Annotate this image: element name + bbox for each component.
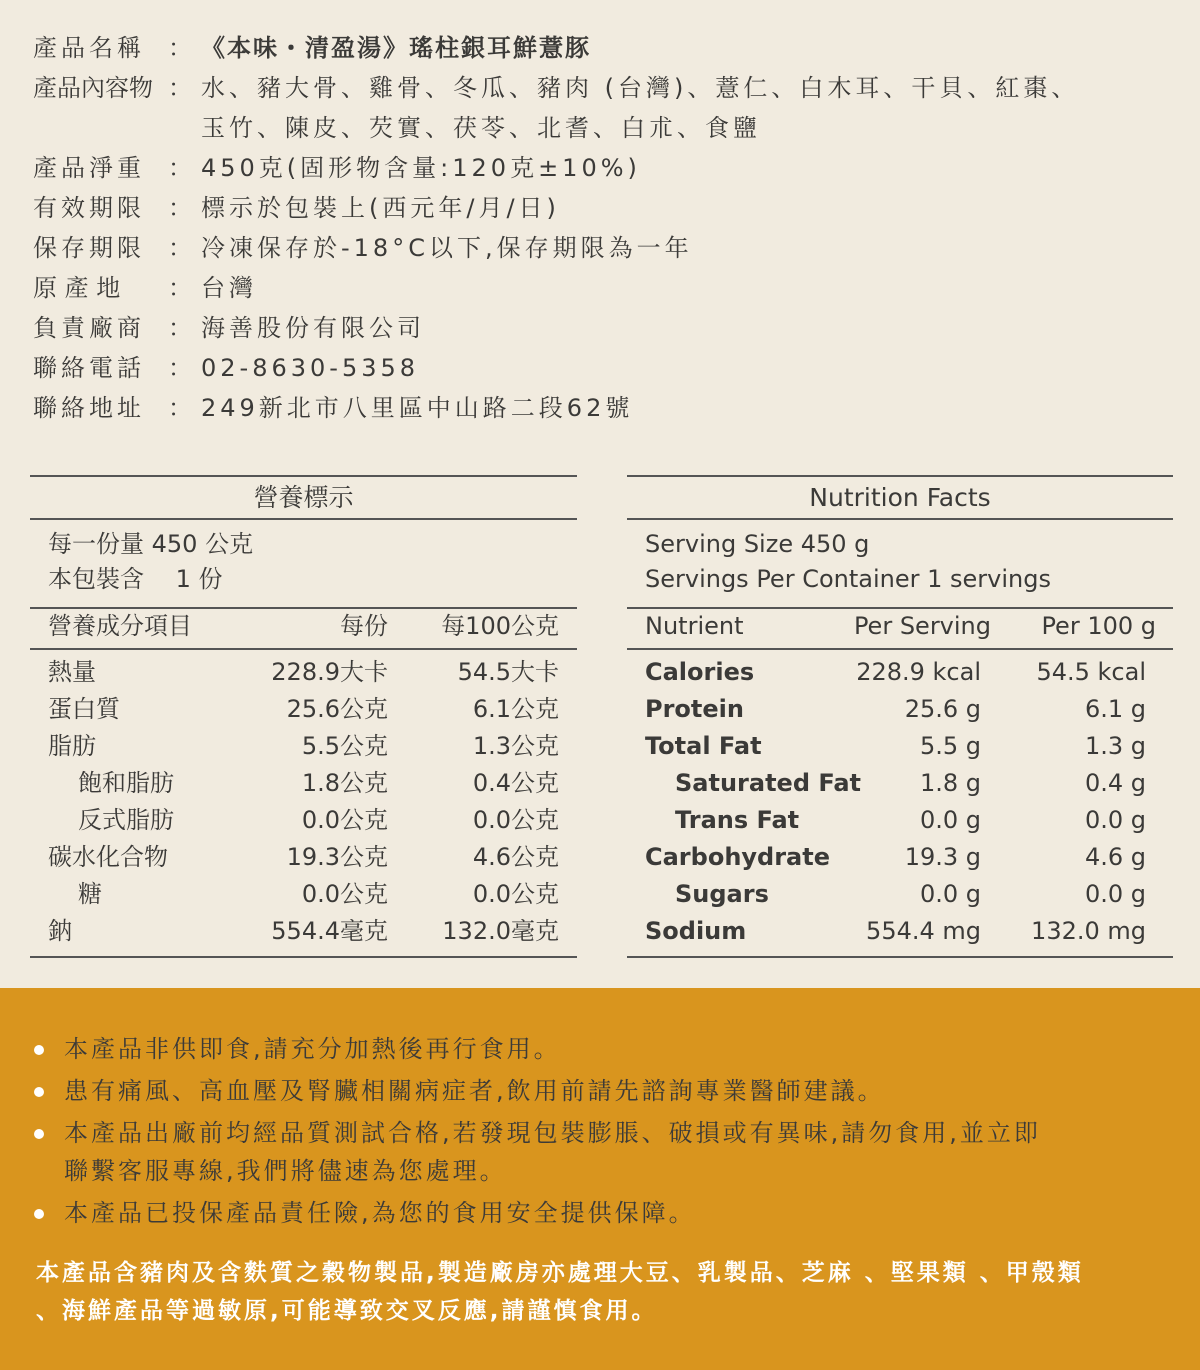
per-100-value: 0.4 g [1084,769,1146,797]
notes-list [32,1030,1182,1236]
header-nutrient: Nutrient [645,612,744,640]
per-serving-value: 25.6 g [904,695,981,723]
nutrient-name: Sugars [675,880,769,908]
info-row [33,148,1183,188]
per-100-value: 1.3 g [1084,732,1146,760]
info-value [201,268,1183,308]
note-item [32,1114,1182,1190]
header-per-100: 每100公克 [441,612,559,640]
table-title: Nutrition Facts [809,483,991,512]
note-line: 本產品已投保產品責任險,為您的食用安全提供保障。 [64,1199,696,1227]
info-colon: ： [168,314,196,342]
info-value-line: 玉竹、陳皮、芡實、茯苓、北耆、白朮、食鹽 [201,114,761,142]
nutrient-name: 蛋白質 [48,695,120,723]
nutrient-name: Calories [645,658,755,686]
info-value-line: 02-8630-5358 [201,354,420,382]
allergen-statement [36,1254,1176,1330]
info-colon: ： [168,34,196,62]
table-rule [30,475,577,477]
table-rule [627,648,1173,650]
nutrient-name: Trans Fat [675,806,800,834]
info-value-line: 冷凍保存於-18°C以下,保存期限為一年 [201,234,693,262]
allergen-line: 本產品含豬肉及含麩質之穀物製品,製造廠房亦處理大豆、乳製品、芝麻 、堅果類 、甲殼類 [36,1260,1084,1286]
nutrient-name: 糖 [78,880,102,908]
per-serving-value: 554.4 mg [866,917,981,945]
info-label: 產品淨重 [33,154,145,182]
per-100-value: 54.5大卡 [457,658,559,686]
table-rule [627,956,1173,958]
info-row [33,348,1183,388]
note-item [32,1072,1182,1110]
info-value [201,348,1183,388]
note-line: 本產品非供即食,請充分加熱後再行食用。 [64,1035,561,1063]
allergen-line: 、海鮮產品等過敏原,可能導致交叉反應,請謹慎食用。 [36,1298,658,1324]
per-100-value: 6.1公克 [472,695,559,723]
serving-size: 每一份量 450 公克 [48,530,254,558]
serving-size: Serving Size 450 g [645,530,870,558]
info-value-line: 標示於包裝上(西元年/月/日) [201,194,560,222]
table-rule [627,475,1173,477]
bullet-icon [34,1087,44,1097]
nutrient-name: 脂肪 [48,732,96,760]
info-row [33,68,1183,148]
nutrient-name: Total Fat [645,732,762,760]
nutrient-name: Protein [645,695,744,723]
per-serving-value: 0.0 g [919,880,981,908]
info-value-line: 水、豬大骨、雞骨、冬瓜、豬肉 (台灣)、薏仁、白木耳、干貝、紅棗、 [201,74,1080,102]
info-row [33,388,1183,428]
per-100-value: 4.6 g [1084,843,1146,871]
per-100-value: 1.3公克 [472,732,559,760]
per-100-value: 132.0 mg [1031,917,1146,945]
info-colon: ： [168,274,196,302]
info-value [201,28,1183,68]
per-serving-value: 228.9 kcal [856,658,981,686]
info-value-line: 450克(固形物含量:120克±10%) [201,154,641,182]
per-100-value: 4.6公克 [472,843,559,871]
nutrition-table-en [627,475,1173,958]
info-colon: ： [168,354,196,382]
nutrient-name: Saturated Fat [675,769,862,797]
per-serving-value: 1.8 g [919,769,981,797]
servings-per-container: Servings Per Container 1 servings [645,565,1051,593]
info-value [201,228,1183,268]
nutrient-name: 反式脂肪 [78,806,174,834]
header-per-100: Per 100 g [1041,612,1156,640]
note-line: 本產品出廠前均經品質測試合格,若發現包裝膨脹、破損或有異味,請勿食用,並立即 [64,1119,1041,1147]
header-per-serving: 每份 [340,612,388,640]
info-label: 聯絡地址 [33,394,145,422]
nutrient-name: Sodium [645,917,747,945]
info-value [201,308,1183,348]
note-item [32,1030,1182,1068]
nutrient-name: Carbohydrate [645,843,831,871]
per-100-value: 0.0 g [1084,806,1146,834]
info-row [33,228,1183,268]
per-serving-value: 5.5公克 [301,732,388,760]
per-serving-value: 0.0公克 [301,806,388,834]
per-100-value: 132.0毫克 [442,917,559,945]
per-serving-value: 5.5 g [919,732,981,760]
table-rule [627,518,1173,520]
per-serving-value: 0.0公克 [301,880,388,908]
info-label: 產品內容物 [33,74,153,102]
per-100-value: 0.0公克 [472,806,559,834]
per-serving-value: 0.0 g [919,806,981,834]
info-colon: ： [168,74,196,102]
header-nutrient: 營養成分項目 [48,612,192,640]
info-colon: ： [168,394,196,422]
info-label: 保存期限 [33,234,145,262]
per-100-value: 0.0公克 [472,880,559,908]
info-colon: ： [168,194,196,222]
table-rule [30,518,577,520]
bullet-icon [34,1209,44,1219]
bullet-icon [34,1129,44,1139]
nutrient-name: 飽和脂肪 [78,769,174,797]
per-serving-value: 19.3公克 [286,843,388,871]
note-item [32,1194,1182,1232]
note-line: 患有痛風、高血壓及腎臟相關病症者,飲用前請先諮詢專業醫師建議。 [64,1077,885,1105]
info-colon: ： [168,154,196,182]
info-label: 負責廠商 [33,314,145,342]
nutrient-name: 熱量 [48,658,96,686]
info-value-line: 249新北市八里區中山路二段62號 [201,394,634,422]
per-serving-value: 19.3 g [904,843,981,871]
info-row [33,28,1183,68]
info-row [33,268,1183,308]
nutrition-table-zh [30,475,577,958]
info-value [201,388,1183,428]
servings-per-container: 本包裝含 1 份 [48,565,223,593]
info-row [33,188,1183,228]
info-value-line: 《本味・清盈湯》瑤柱銀耳鮮薏豚 [201,34,591,62]
info-value [201,148,1183,188]
table-rule [30,956,577,958]
note-line: 聯繫客服專線,我們將儘速為您處理。 [64,1157,507,1185]
info-label: 有效期限 [33,194,145,222]
header-per-serving: Per Serving [853,612,991,640]
info-row [33,308,1183,348]
info-colon: ： [168,234,196,262]
info-label: 產品名稱 [33,34,145,62]
info-value [201,188,1183,228]
per-100-value: 0.4公克 [472,769,559,797]
info-label: 原 產 地 [33,274,121,302]
product-info [33,28,1183,428]
table-rule [30,648,577,650]
info-label: 聯絡電話 [33,354,145,382]
per-100-value: 0.0 g [1084,880,1146,908]
info-value-line: 海善股份有限公司 [201,314,425,342]
per-serving-value: 554.4毫克 [271,917,388,945]
nutrient-name: 鈉 [48,917,72,945]
per-serving-value: 25.6公克 [286,695,388,723]
table-title: 營養標示 [253,483,354,512]
per-serving-value: 228.9大卡 [271,658,388,686]
nutrient-name: 碳水化合物 [48,843,168,871]
per-serving-value: 1.8公克 [301,769,388,797]
per-100-value: 54.5 kcal [1036,658,1146,686]
info-value-line: 台灣 [201,274,257,302]
per-100-value: 6.1 g [1084,695,1146,723]
info-value [201,68,1183,148]
bullet-icon [34,1045,44,1055]
